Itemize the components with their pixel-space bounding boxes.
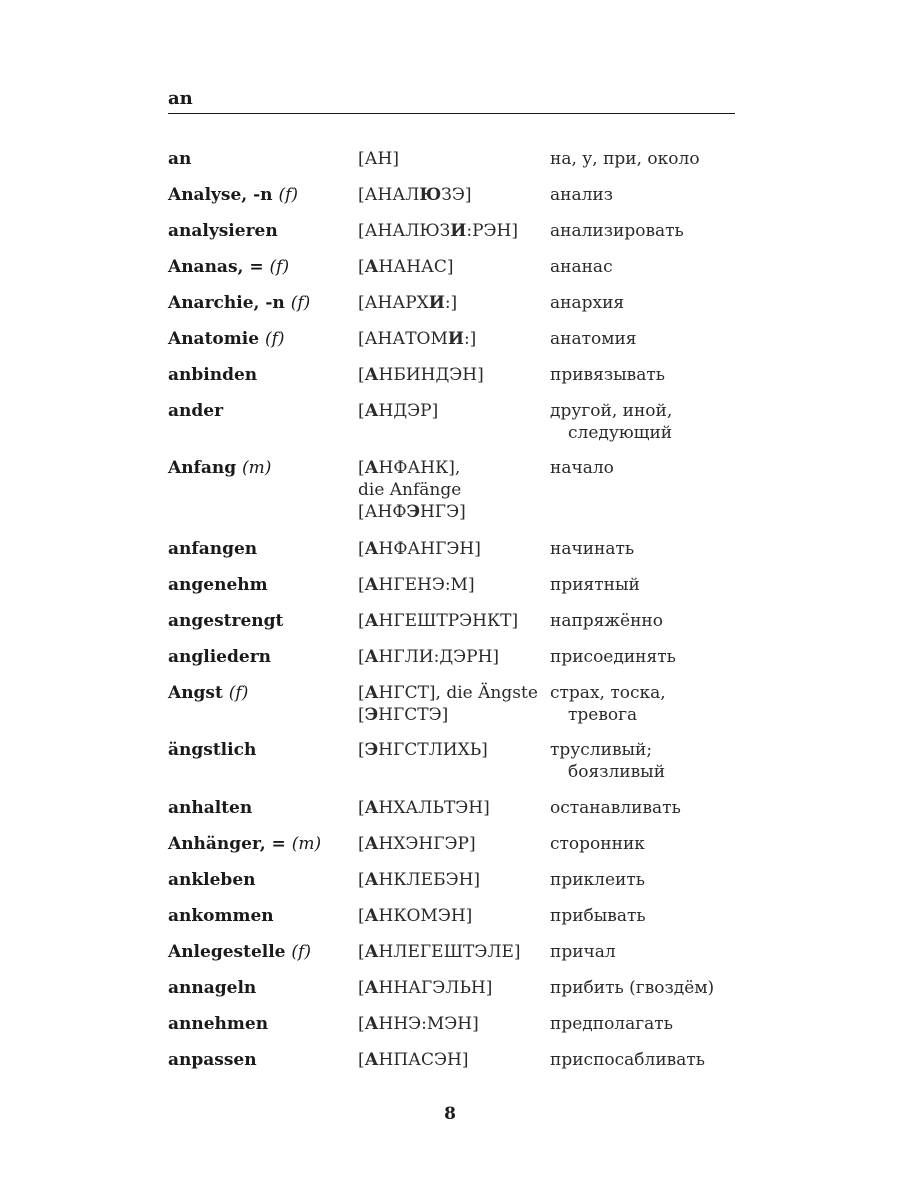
entry-pronunciation: [АНБИНДЭН] bbox=[358, 365, 484, 385]
dictionary-entry bbox=[168, 328, 748, 364]
dictionary-entry bbox=[168, 739, 748, 797]
entry-pronunciation: [АНАЛЮЗЭ] bbox=[358, 185, 472, 205]
entry-word: analysieren bbox=[168, 221, 278, 241]
entry-pronunciation: [АНПАСЭН] bbox=[358, 1050, 469, 1070]
entry-pronunciation: [АНАНАС] bbox=[358, 257, 454, 277]
entry-word: Analyse, -n (f) bbox=[168, 185, 299, 205]
dictionary-entry bbox=[168, 457, 748, 538]
dictionary-entry bbox=[168, 905, 748, 941]
entry-word: Anarchie, -n (f) bbox=[168, 293, 311, 313]
dictionary-entry bbox=[168, 148, 748, 184]
entry-pronunciation: [АНКЛЕБЭН] bbox=[358, 870, 481, 890]
entry-pronunciation: [АНФАНК], die Anfänge [АНФЭНГЭ] bbox=[358, 458, 466, 522]
entry-gender: (f) bbox=[264, 329, 285, 349]
entry-gender: (f) bbox=[291, 942, 311, 962]
dictionary-entry bbox=[168, 941, 748, 977]
entry-word: Angst (f) bbox=[168, 683, 249, 703]
dictionary-entry bbox=[168, 646, 748, 682]
entry-translation: приклеить bbox=[550, 870, 646, 890]
entry-word: angliedern bbox=[168, 647, 272, 667]
dictionary-entry bbox=[168, 1049, 748, 1085]
dictionary-entries bbox=[168, 148, 748, 1085]
entry-word: anpassen bbox=[168, 1050, 257, 1070]
entry-word: an bbox=[168, 149, 192, 169]
entry-translation: сторонник bbox=[550, 834, 645, 854]
dictionary-entry bbox=[168, 292, 748, 328]
entry-gender: (f) bbox=[278, 185, 299, 205]
entry-pronunciation: [АН] bbox=[358, 149, 399, 169]
entry-translation: предполагать bbox=[550, 1014, 673, 1034]
entry-translation: на, у, при, около bbox=[550, 149, 700, 169]
entry-translation: анализ bbox=[550, 185, 614, 205]
entry-word: ankommen bbox=[168, 906, 274, 926]
entry-gender: (f) bbox=[290, 293, 311, 313]
entry-word: ander bbox=[168, 401, 224, 421]
entry-translation: ананас bbox=[550, 257, 613, 277]
entry-word: anbinden bbox=[168, 365, 258, 385]
entry-translation: анархия bbox=[550, 293, 625, 313]
entry-translation: привязывать bbox=[550, 365, 666, 385]
entry-word: ankleben bbox=[168, 870, 256, 890]
entry-translation: начало bbox=[550, 458, 614, 478]
entry-pronunciation: [АНАТОМИ:] bbox=[358, 329, 477, 349]
entry-translation: страх, тоска, тревога bbox=[550, 683, 666, 725]
dictionary-entry bbox=[168, 610, 748, 646]
entry-pronunciation: [АНГЕШТРЭНКТ] bbox=[358, 611, 519, 631]
entry-pronunciation: [ЭНГСТЛИХЬ] bbox=[358, 740, 488, 760]
entry-word: Anhänger, = (m) bbox=[168, 834, 322, 854]
dictionary-entry bbox=[168, 400, 748, 457]
entry-translation: причал bbox=[550, 942, 616, 962]
entry-pronunciation: [АНАЛЮЗИ:РЭН] bbox=[358, 221, 518, 241]
entry-translation: приспосабливать bbox=[550, 1050, 706, 1070]
entry-pronunciation: [АНКОМЭН] bbox=[358, 906, 473, 926]
page-number: 8 bbox=[444, 1104, 456, 1124]
dictionary-entry bbox=[168, 256, 748, 292]
entry-gender: (m) bbox=[242, 458, 272, 478]
entry-pronunciation: [АНГЛИ:ДЭРН] bbox=[358, 647, 500, 667]
entry-pronunciation: [АНАРХИ:] bbox=[358, 293, 458, 313]
entry-translation: останавливать bbox=[550, 798, 681, 818]
entry-pronunciation: [АНХЭНГЭР] bbox=[358, 834, 476, 854]
entry-translation: прибывать bbox=[550, 906, 646, 926]
entry-gender: (f) bbox=[228, 683, 249, 703]
entry-word: ängstlich bbox=[168, 740, 257, 760]
entry-word: angenehm bbox=[168, 575, 268, 595]
entry-translation: присоединять bbox=[550, 647, 676, 667]
dictionary-entry bbox=[168, 574, 748, 610]
entry-translation: приятный bbox=[550, 575, 640, 595]
entry-pronunciation: [АНХАЛЬТЭН] bbox=[358, 798, 490, 818]
entry-gender: (m) bbox=[291, 834, 322, 854]
dictionary-entry bbox=[168, 797, 748, 833]
dictionary-entry bbox=[168, 364, 748, 400]
dictionary-entry bbox=[168, 682, 748, 739]
dictionary-entry bbox=[168, 184, 748, 220]
entry-pronunciation: [АНДЭР] bbox=[358, 401, 439, 421]
entry-gender: (f) bbox=[269, 257, 290, 277]
entry-pronunciation: [АНГСТ], die Ängste [ЭНГСТЭ] bbox=[358, 683, 538, 725]
entry-translation: прибить (гвоздём) bbox=[550, 978, 715, 998]
entry-translation: начинать bbox=[550, 539, 635, 559]
entry-translation: другой, иной, следующий bbox=[550, 401, 673, 443]
entry-word: anhalten bbox=[168, 798, 253, 818]
dictionary-entry bbox=[168, 220, 748, 256]
entry-word: annehmen bbox=[168, 1014, 269, 1034]
entry-pronunciation: [АННАГЭЛЬН] bbox=[358, 978, 493, 998]
entry-word: anfangen bbox=[168, 539, 258, 559]
dictionary-entry bbox=[168, 538, 748, 574]
entry-translation: анализировать bbox=[550, 221, 684, 241]
dictionary-entry bbox=[168, 833, 748, 869]
entry-translation: анатомия bbox=[550, 329, 637, 349]
entry-word: angestrengt bbox=[168, 611, 284, 631]
dictionary-entry bbox=[168, 1013, 748, 1049]
entry-word: annageln bbox=[168, 978, 257, 998]
entry-translation: трусливый; боязливый bbox=[550, 740, 666, 782]
entry-word: Anlegestelle (f) bbox=[168, 942, 311, 962]
entry-pronunciation: [АННЭ:МЭН] bbox=[358, 1014, 479, 1034]
page-header: an bbox=[168, 88, 735, 114]
dictionary-entry bbox=[168, 869, 748, 905]
entry-pronunciation: [АНЛЕГЕШТЭЛЕ] bbox=[358, 942, 521, 962]
entry-word: Anatomie (f) bbox=[168, 329, 285, 349]
entry-word: Ananas, = (f) bbox=[168, 257, 290, 277]
dictionary-entry bbox=[168, 977, 748, 1013]
entry-pronunciation: [АНФАНГЭН] bbox=[358, 539, 481, 559]
entry-translation: напряжённо bbox=[550, 611, 663, 631]
entry-word: Anfang (m) bbox=[168, 458, 272, 478]
entry-pronunciation: [АНГЕНЭ:М] bbox=[358, 575, 475, 595]
